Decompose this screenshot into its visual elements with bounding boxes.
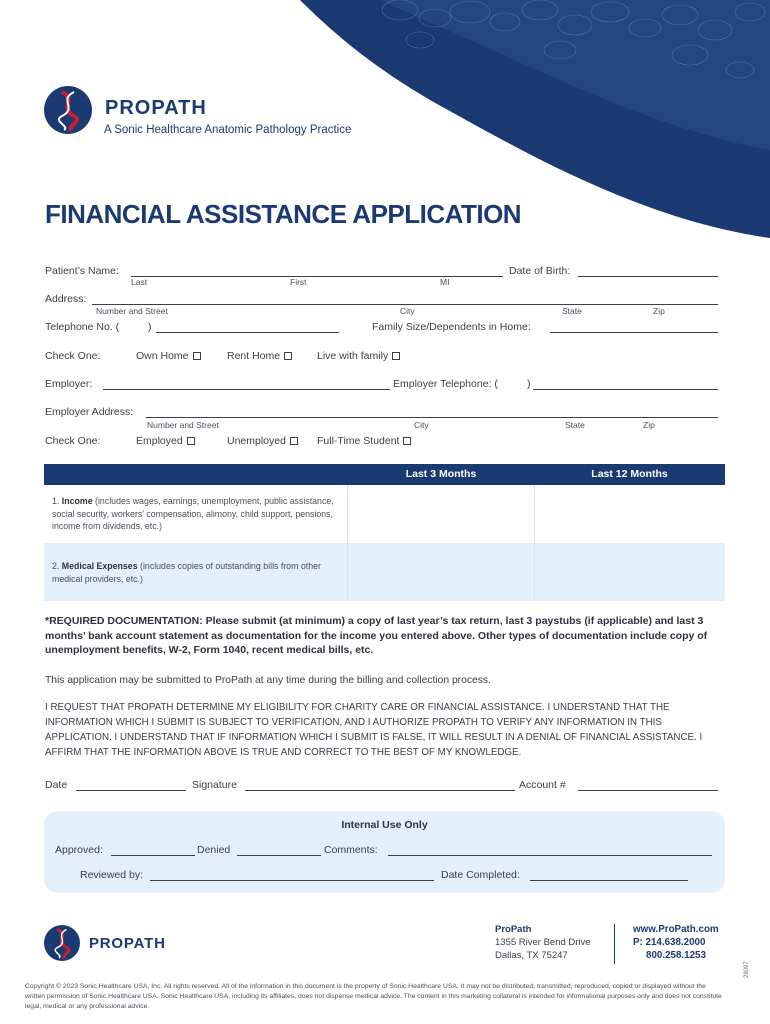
approved-field[interactable] xyxy=(111,855,195,856)
medical-row-label xyxy=(52,560,342,585)
denied-label: Denied xyxy=(197,844,231,856)
submission-note: This application may be submitted to ProPath at any time during the billing and collection process. xyxy=(45,675,491,686)
live-with-family-label: Live with family xyxy=(317,350,389,362)
unemployed-checkbox[interactable] xyxy=(227,435,298,447)
propath-logo-icon xyxy=(44,86,92,134)
date-label: Date xyxy=(45,779,68,791)
housing-check-one-label: Check One: xyxy=(45,350,101,362)
rent-home-box[interactable] xyxy=(284,352,292,360)
date-field[interactable] xyxy=(76,790,186,791)
unemployed-box[interactable] xyxy=(290,437,298,445)
employer-address-field[interactable] xyxy=(146,417,718,418)
employed-box[interactable] xyxy=(187,437,195,445)
employer-city-sublabel: City xyxy=(414,420,429,430)
page-title: FINANCIAL ASSISTANCE APPLICATION xyxy=(45,199,522,229)
footer-brand-name: PROPATH xyxy=(89,935,166,952)
employed-label: Employed xyxy=(136,435,183,447)
declaration-text: I REQUEST THAT PROPATH DETERMINE MY ELIGIBILITY FOR CHARITY CARE OR FINANCIAL ASSISTANCE. I UNDERSTAND THAT THE INFORMATION WHICH I SUBMIT IS SUBJECT TO VERIFICATION, AND I AUTHORIZE PROPATH TO VERIFY ANY INFORMATION IN THIS APPLICATION. I UNDERSTAND THAT IF INFORMATION WHICH I SUBMIT IS FALSE, IT WILL RESULT IN A DENIAL OF FINANCIAL ASSISTANCE. I AFFIRM THAT THE INFORMATION ABOVE IS TRUE AND CORRECT TO THE BEST OF MY KNOWLEDGE. xyxy=(45,702,703,758)
employer-phone-close-paren: ) xyxy=(527,378,531,390)
telephone-field[interactable] xyxy=(156,332,339,333)
address-field[interactable] xyxy=(92,304,718,305)
reviewed-by-field[interactable] xyxy=(150,880,434,881)
own-home-box[interactable] xyxy=(193,352,201,360)
footer-website-link[interactable]: www.ProPath.com xyxy=(633,924,719,935)
dob-label: Date of Birth: xyxy=(509,265,571,277)
employer-label: Employer: xyxy=(45,378,93,390)
document-code: 28097 xyxy=(744,961,750,978)
own-home-checkbox[interactable] xyxy=(136,350,201,362)
address-city-sublabel: City xyxy=(400,306,415,316)
income-last-12-months-cell[interactable] xyxy=(535,486,724,542)
employment-check-one-label: Check One: xyxy=(45,435,101,447)
full-time-student-checkbox[interactable] xyxy=(317,435,411,447)
reviewed-by-label: Reviewed by: xyxy=(80,869,144,881)
income-last-3-months-cell[interactable] xyxy=(348,486,533,542)
footer-divider xyxy=(614,924,615,964)
family-size-field[interactable] xyxy=(550,332,718,333)
mi-sublabel: MI xyxy=(440,277,450,287)
brand-tagline: A Sonic Healthcare Anatomic Pathology Practice xyxy=(104,124,352,136)
income-row-number: 1. xyxy=(52,496,60,506)
income-row-title: Income xyxy=(61,496,93,506)
live-with-family-box[interactable] xyxy=(392,352,400,360)
address-label: Address: xyxy=(45,293,87,305)
income-table xyxy=(44,464,725,601)
medical-row-description: (includes copies of outstanding bills from other medical providers, etc.) xyxy=(52,561,321,584)
employer-phone-label: Employer Telephone: ( xyxy=(393,378,498,390)
employed-checkbox[interactable] xyxy=(136,435,195,447)
employer-address-label: Employer Address: xyxy=(45,406,134,418)
employer-phone-field[interactable] xyxy=(533,389,718,390)
live-with-family-checkbox[interactable] xyxy=(317,350,400,362)
date-completed-field[interactable] xyxy=(530,880,688,881)
patient-name-label: Patient’s Name: xyxy=(45,265,119,277)
rent-home-label: Rent Home xyxy=(227,350,281,362)
approved-label: Approved: xyxy=(55,844,103,856)
internal-use-title: Internal Use Only xyxy=(341,819,428,831)
footer-company: ProPath xyxy=(495,924,532,935)
unemployed-label: Unemployed xyxy=(227,435,286,447)
table-header-last-3-months: Last 3 Months xyxy=(405,468,477,480)
footer-address-line1: 1355 River Bend Drive xyxy=(495,937,591,948)
account-label: Account # xyxy=(519,779,566,791)
table-header-last-12-months: Last 12 Months xyxy=(591,468,668,480)
copyright-text: Copyright © 2023 Sonic Healthcare USA, Inc. All rights reserved. All of the information in this document is the property of Sonic Healthcare USA. It may not be distributed, transmitted, reproduced, copied or displayed without the written permission of Sonic Healthcare USA. Sonic Healthcare USA, including its affiliates, does not dispense medical advice. The content in this marketing collateral is intended for informational purposes only and does not constitute legal, medical or any professional advice. xyxy=(25,983,722,1010)
telephone-close-paren: ) xyxy=(148,321,152,333)
employer-zip-sublabel: Zip xyxy=(643,420,655,430)
medical-last-3-months-cell[interactable] xyxy=(348,544,533,600)
rent-home-checkbox[interactable] xyxy=(227,350,292,362)
signature-field[interactable] xyxy=(245,790,515,791)
address-zip-sublabel: Zip xyxy=(653,306,665,316)
dob-field[interactable] xyxy=(578,276,718,277)
required-documentation-note: *REQUIRED DOCUMENTATION: Please submit (at minimum) a copy of last year’s tax return, last 3 paystubs (if applicable) and last 3 months’ bank account statement as documentation for the income you entered above. Other types of documentation include copy of unemployment benefits, W-2, Form 1040, recent medical bills, etc. xyxy=(45,615,708,656)
footer-phone-primary: P: 214.638.2000 xyxy=(633,937,706,948)
first-sublabel: First xyxy=(290,277,307,287)
denied-field[interactable] xyxy=(237,855,321,856)
last-sublabel: Last xyxy=(131,277,148,287)
account-field[interactable] xyxy=(578,790,718,791)
employer-state-sublabel: State xyxy=(565,420,585,430)
address-street-sublabel: Number and Street xyxy=(96,306,168,316)
employer-street-sublabel: Number and Street xyxy=(147,420,219,430)
address-state-sublabel: State xyxy=(562,306,582,316)
family-size-label: Family Size/Dependents in Home: xyxy=(372,321,531,333)
footer-phone-secondary: 800.258.1253 xyxy=(646,950,706,961)
comments-field[interactable] xyxy=(388,855,712,856)
full-time-student-box[interactable] xyxy=(403,437,411,445)
own-home-label: Own Home xyxy=(136,350,189,362)
comments-label: Comments: xyxy=(324,844,378,856)
income-row-label xyxy=(52,495,342,533)
income-row-description: (includes wages, earnings, unemployment, public assistance, social security, workers’ compensation, alimony, child support, pensions, income from dividends, etc.) xyxy=(52,496,334,531)
medical-row-number: 2. xyxy=(52,561,60,571)
footer-propath-logo-icon xyxy=(44,925,80,961)
date-completed-label: Date Completed: xyxy=(441,869,520,881)
telephone-label: Telephone No. ( xyxy=(45,321,120,333)
employer-field[interactable] xyxy=(103,389,390,390)
medical-row-title: Medical Expenses xyxy=(61,561,138,571)
brand-name: PROPATH xyxy=(105,97,207,119)
full-time-student-label: Full-Time Student xyxy=(317,435,400,447)
medical-last-12-months-cell[interactable] xyxy=(535,544,724,600)
footer-address-line2: Dallas, TX 75247 xyxy=(495,950,568,961)
signature-label: Signature xyxy=(192,779,237,791)
